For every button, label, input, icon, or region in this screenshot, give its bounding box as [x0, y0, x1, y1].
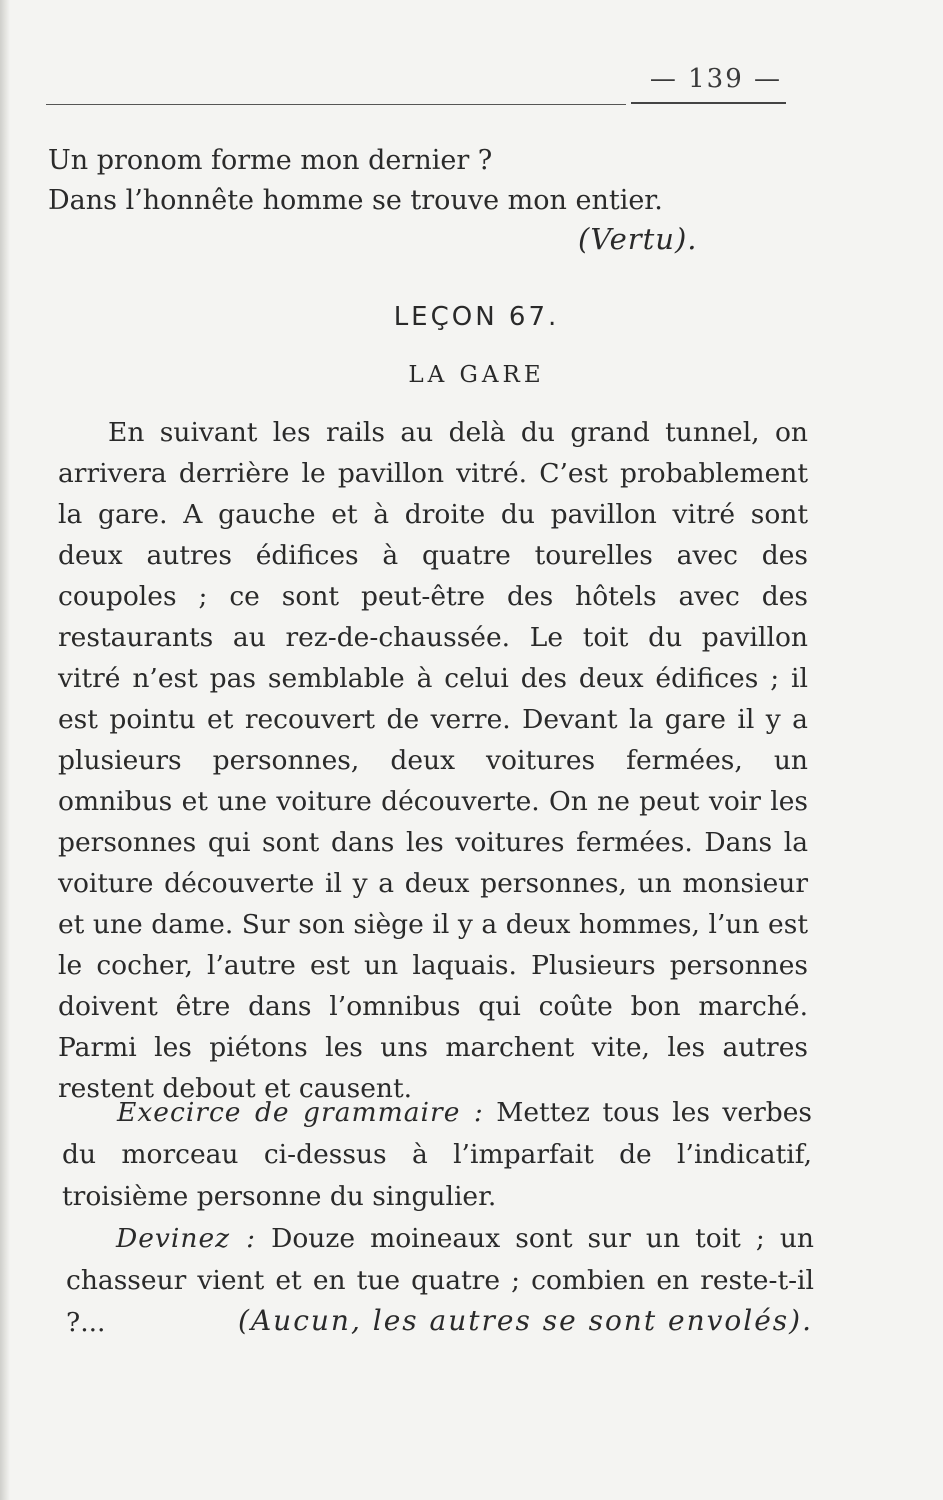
- lesson-title: LEÇON 67.: [393, 302, 560, 332]
- page-number: — 139 —: [649, 64, 782, 94]
- exercise-label: Execirce de grammaire :: [117, 1097, 484, 1128]
- riddle-text: Douze moineaux sont sur un toit ; un chasseur vient et en tue quatre ; combien en reste-t-il ?...: [66, 1223, 814, 1338]
- page-edge-shadow: [0, 0, 10, 1500]
- riddle-label: Devinez :: [116, 1223, 257, 1254]
- verse-line-1: Un pronom forme mon dernier ?: [48, 145, 493, 176]
- exercise-paragraph: [62, 1092, 812, 1218]
- riddle-answer: (Aucun, les autres se sont envolés).: [238, 1304, 813, 1337]
- verse-answer: (Vertu).: [578, 222, 698, 256]
- lesson-body-paragraph: En suivant les rails au delà du grand tunnel, on arrivera derrière le pavillon vitré. C’est probablement la gare. A gauche et à droite du pavillon vitré sont deux autres édifices à quatre tourelles avec des coupoles ; ce sont peut-être des hôtels avec des restaurants au rez-de-chaussée. Le toit du pavillon vitré n’est pas semblable à celui des deux édifices ; il est pointu et recouvert de verre. Devant la gare il y a plusieurs personnes, deux voitures fermées, un omnibus et une voiture découverte. On ne peut voir les personnes qui sont dans les voitures fermées. Dans la voiture découverte il y a deux personnes, un monsieur et une dame. Sur son siège il y a deux hommes, l’un est le cocher, l’autre est un laquais. Plusieurs personnes doivent être dans l’omnibus qui coûte bon marché. Parmi les piétons les uns marchent vite, les autres restent debout et causent.: [58, 417, 808, 1104]
- lesson-subtitle: LA GARE: [408, 362, 545, 388]
- header-rule-short: [631, 102, 786, 104]
- exercise-text: Mettez tous les verbes du morceau ci-dessus à l’imparfait de l’indicatif, troisième personne du singulier.: [62, 1097, 812, 1212]
- header-rule: [46, 104, 626, 105]
- page-header: [46, 58, 786, 118]
- verse-line-2: Dans l’honnête homme se trouve mon entier.: [48, 185, 663, 216]
